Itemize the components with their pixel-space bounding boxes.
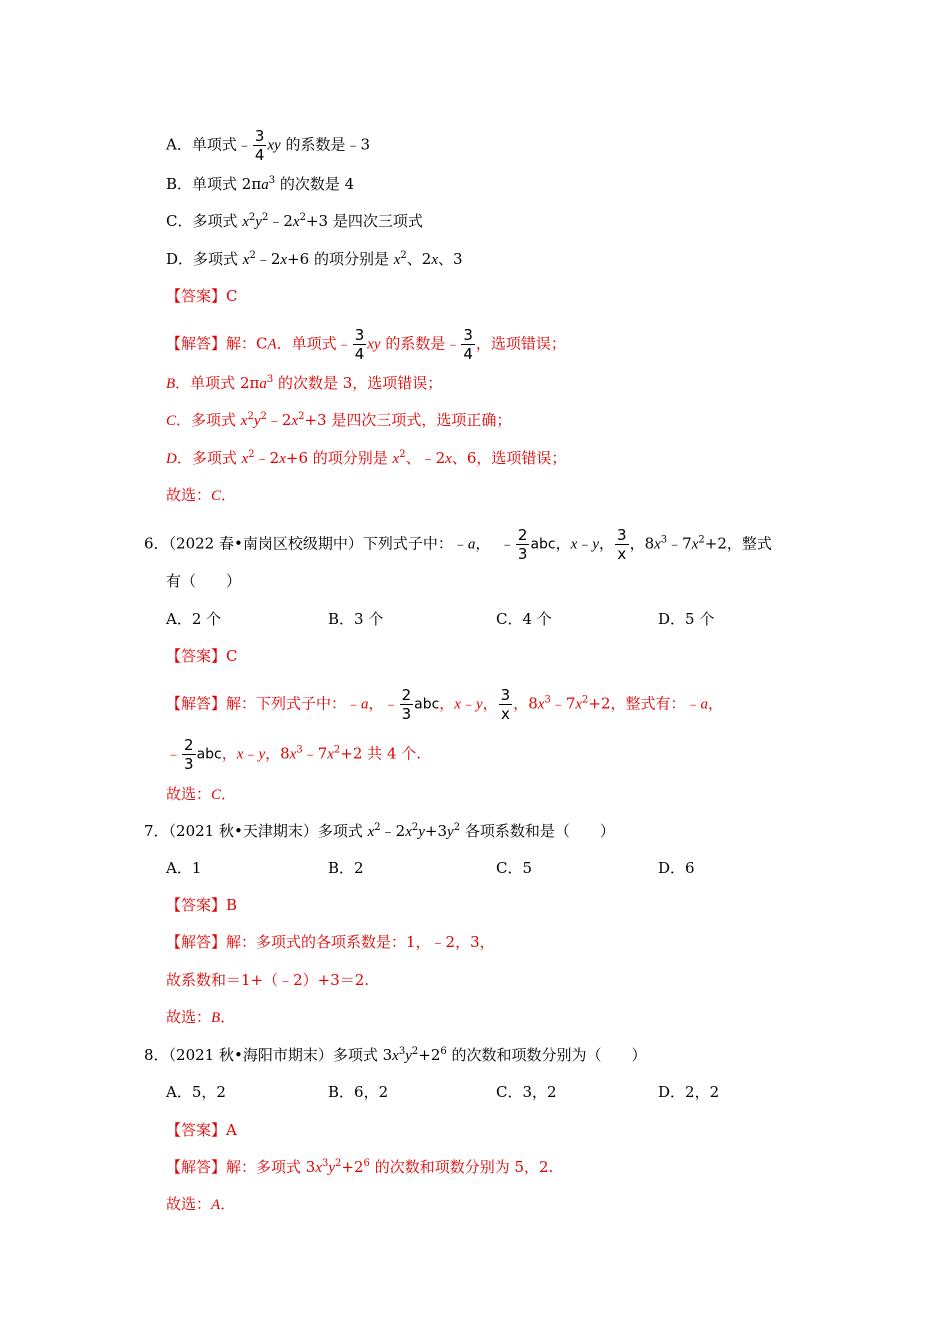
conclusion: 故选：B． <box>166 1008 236 1026</box>
option-a: A．单项式﹣ $\frac{3}{4}$ xy 的系数是﹣3 <box>166 127 371 164</box>
option-c: C．多项式 $x^2y^2﹣2x^2+3$ 是四次三项式 <box>166 212 423 230</box>
solution-line: 【解答】解：下列式子中：﹣a，﹣ $\frac{2}{3}$ abc，x﹣y， $\frac{3}{x}$ ，$8x^3﹣7x^2+2$，整式有：﹣a， <box>166 686 724 723</box>
answer: 【答案】A <box>166 1121 237 1139</box>
answer: 【答案】C <box>166 287 238 305</box>
solution-line: 【解答】解：CA．单项式﹣ $\frac{3}{4}$ xy 的系数是﹣ $\frac{3}{4}$ ，选项错误； <box>166 326 566 363</box>
solution-line: C．多项式 $x^2y^2﹣2x^2+3$ 是四次三项式，选项正确； <box>166 411 512 429</box>
solution-line: D．多项式 $x^2﹣2x+6$ 的项分别是 $x^2$、﹣2x、6，选项错误； <box>166 449 567 467</box>
question-6-stem-cont: 有（ ） <box>166 572 242 590</box>
option-d: D．多项式 $x^2﹣2x+6$ 的项分别是 $x^2$、2x、3 <box>166 250 463 268</box>
option-b: B．单项式 $2\pi a^3$ 的次数是 4 <box>166 175 355 193</box>
solution-line: ﹣ $\frac{2}{3}$ abc，x﹣y，$8x^3﹣7x^2+2$ 共 4 个. <box>166 736 422 773</box>
conclusion: 故选：C． <box>166 785 237 803</box>
question-6-options: A．2 个 B．3 个 C．4 个 D．5 个 <box>166 610 715 628</box>
solution-line: B．单项式 $2\pi a^3$ 的次数是 3，选项错误； <box>166 374 443 392</box>
conclusion: 故选：A． <box>166 1195 236 1213</box>
question-8-stem: 8．（2021 秋•海阳市期末）多项式 $3x^3y^2+2^6$ 的次数和项数分别为（ ） <box>144 1046 647 1064</box>
answer: 【答案】B <box>166 896 238 914</box>
question-7-options: A．1 B．2 C．5 D．6 <box>166 859 695 877</box>
question-7-stem: 7．（2021 秋•天津期末）多项式 $x^2﹣2x^2y+3y^2$ 各项系数和是（ ） <box>144 822 615 840</box>
conclusion: 故选：C． <box>166 486 237 504</box>
answer: 【答案】C <box>166 647 238 665</box>
fraction: $\frac{3}{4}$ <box>254 127 265 164</box>
question-8-options: A．5，2 B．6，2 C．3，2 D．2，2 <box>166 1083 720 1101</box>
solution-line: 【解答】解：多项式的各项系数是：1，﹣2，3， <box>166 933 495 951</box>
question-6-stem: 6．（2022 春•南岗区校级期中）下列式子中：﹣a， ﹣ $\frac{2}{3}$ abc，x﹣y， $\frac{3}{x}$ ，$8x^3﹣7x^2+2$，整式 <box>144 526 772 563</box>
solution-line: 故系数和＝1+（﹣2）+3＝2. <box>166 971 370 989</box>
solution-line: 【解答】解：多项式 $3x^3y^2+2^6$ 的次数和项数分别为 5，2. <box>166 1158 554 1176</box>
